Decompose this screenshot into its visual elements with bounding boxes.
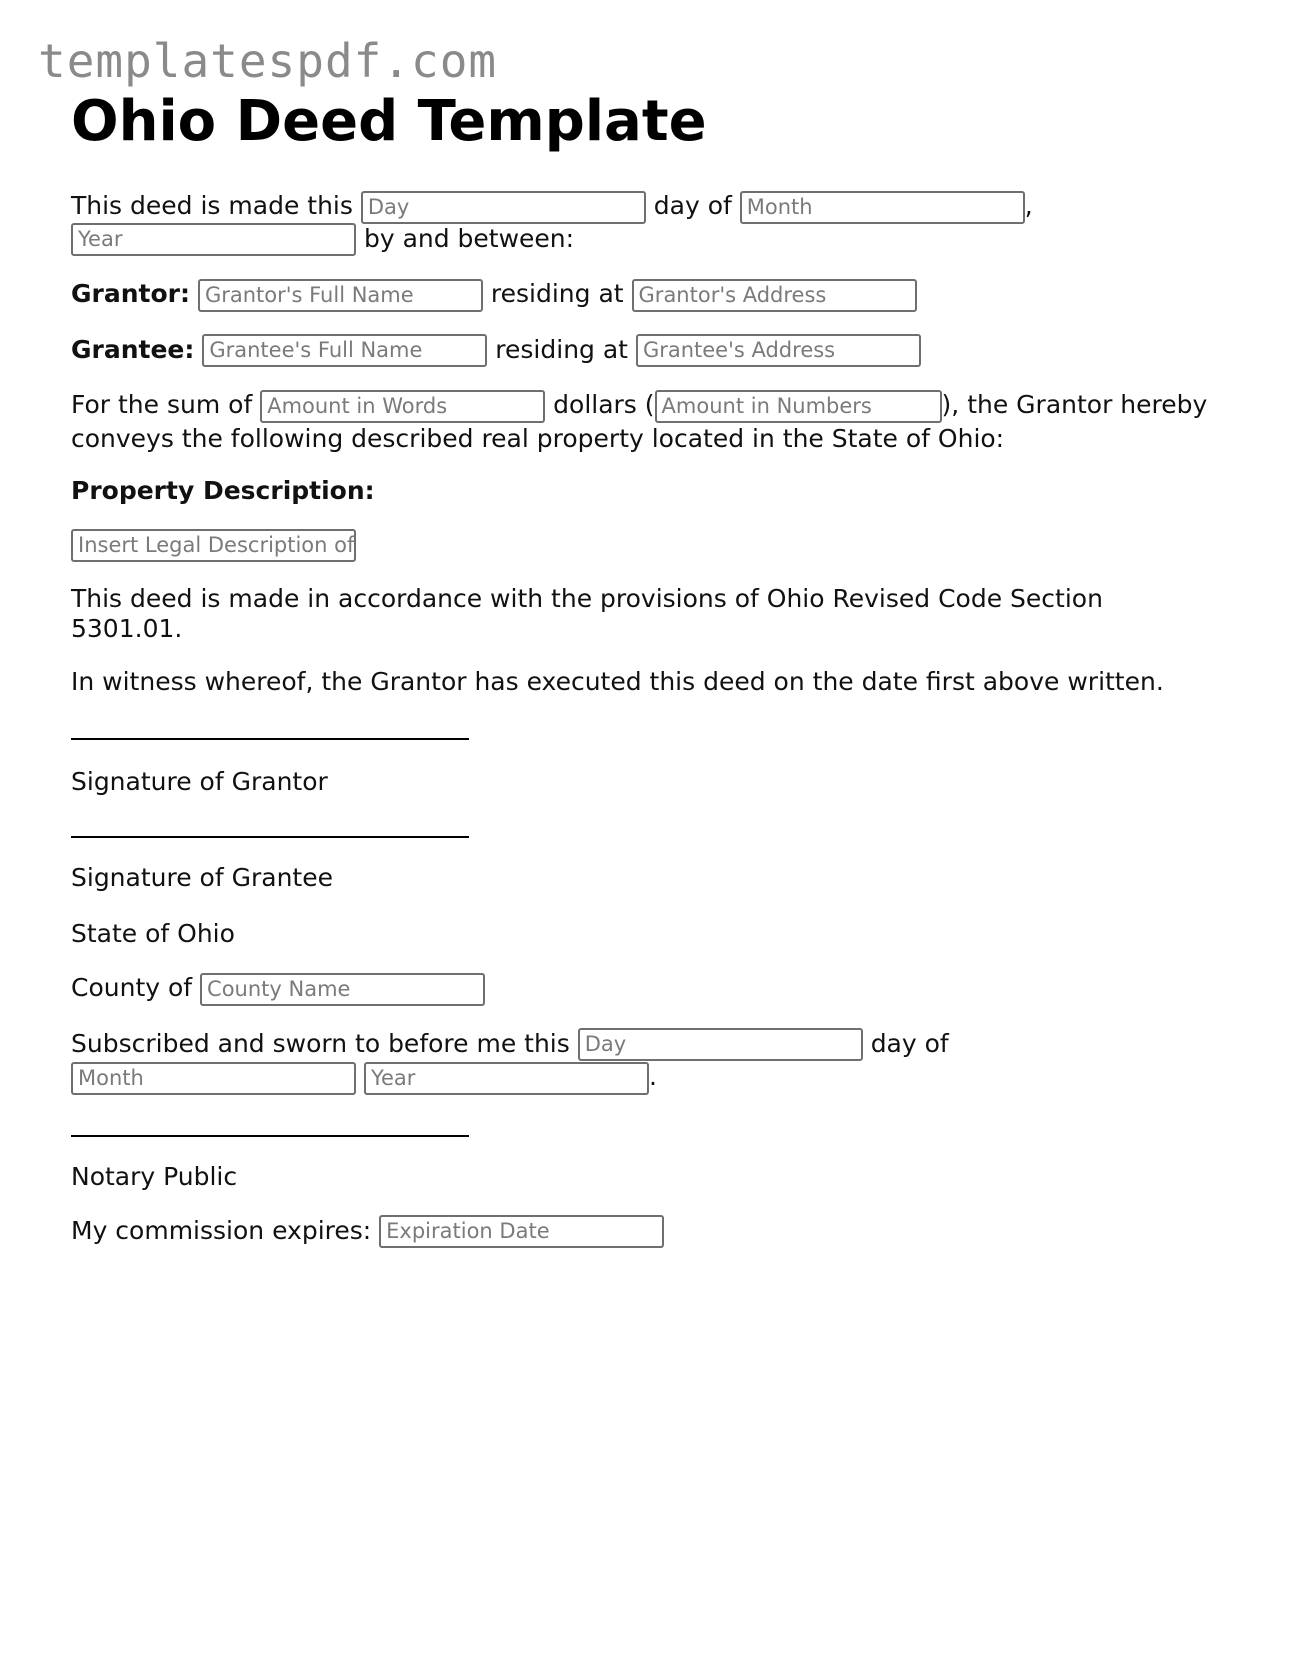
page-title: Ohio Deed Template <box>71 89 707 154</box>
grantee-label: Grantee: <box>71 334 195 364</box>
amount-numbers-input[interactable]: Amount in Numbers <box>655 390 942 423</box>
amount-words-input[interactable]: Amount in Words <box>260 390 545 423</box>
grantee-signature-line[interactable] <box>71 836 469 838</box>
deed-year-input[interactable]: Year <box>71 223 356 256</box>
sum-text: For the sum of <box>71 390 253 419</box>
grantor-name-input[interactable]: Grantor's Full Name <box>198 279 483 312</box>
code-statement: This deed is made in accordance with the provisions of Ohio Revised Code Section 5301.01. <box>71 584 1103 643</box>
commission-row <box>71 1215 1221 1249</box>
intro-paragraph <box>71 190 1221 256</box>
grantor-residing-text: residing at <box>490 279 624 308</box>
notary-signature-line[interactable] <box>71 1135 469 1137</box>
sworn-paragraph <box>71 1028 1221 1095</box>
by-between-text: by and between: <box>363 223 575 253</box>
notary-public-label: Notary Public <box>71 1161 238 1191</box>
sworn-text: Subscribed and sworn to before me this <box>71 1028 570 1058</box>
dollars-text: dollars ( <box>553 390 655 419</box>
grantor-signature-label: Signature of Grantor <box>71 767 328 796</box>
legal-description-input[interactable]: Insert Legal Description of <box>71 529 356 562</box>
intro-text: This deed is made this <box>71 191 353 220</box>
grantor-address-input[interactable]: Grantor's Address <box>632 279 917 312</box>
deed-document <box>71 88 1221 1248</box>
grantor-label: Grantor: <box>71 279 190 308</box>
notary-state: State of Ohio <box>71 919 235 948</box>
watermark: templatespdf.com <box>38 34 498 88</box>
grantee-address-input[interactable]: Grantee's Address <box>636 334 921 367</box>
grantor-row <box>71 278 1221 312</box>
witness-statement: In witness whereof, the Grantor has executed this deed on the date first above written. <box>71 667 1164 696</box>
conveys-line: conveys the following described real property located in the State of Ohio: <box>71 423 1005 453</box>
property-description-row <box>71 529 1221 563</box>
deed-day-input[interactable]: Day <box>361 191 646 224</box>
sworn-year-input[interactable]: Year <box>364 1062 649 1095</box>
grantor-signature-line[interactable] <box>71 738 469 740</box>
grantee-name-input[interactable]: Grantee's Full Name <box>202 334 487 367</box>
deed-month-input[interactable]: Month <box>740 191 1025 224</box>
county-row <box>71 972 1221 1006</box>
grantee-signature-label: Signature of Grantee <box>71 863 333 892</box>
county-name-input[interactable]: County Name <box>200 973 485 1006</box>
commission-text: My commission expires: <box>71 1215 372 1245</box>
period-text: . <box>648 1062 657 1091</box>
grantor-conveys-text: ), the Grantor hereby <box>941 390 1208 419</box>
day-of-text: day of <box>653 191 732 220</box>
county-text: County of <box>71 973 193 1002</box>
sworn-day-input[interactable]: Day <box>578 1028 863 1061</box>
comma-text: , <box>1024 191 1033 220</box>
sum-paragraph <box>71 389 1221 455</box>
grantee-residing-text: residing at <box>495 334 628 364</box>
sworn-day-of-text: day of <box>870 1028 949 1058</box>
grantee-row <box>71 334 1221 368</box>
expiration-date-input[interactable]: Expiration Date <box>379 1215 664 1248</box>
sworn-month-input[interactable]: Month <box>71 1062 356 1095</box>
property-heading: Property Description: <box>71 475 375 505</box>
